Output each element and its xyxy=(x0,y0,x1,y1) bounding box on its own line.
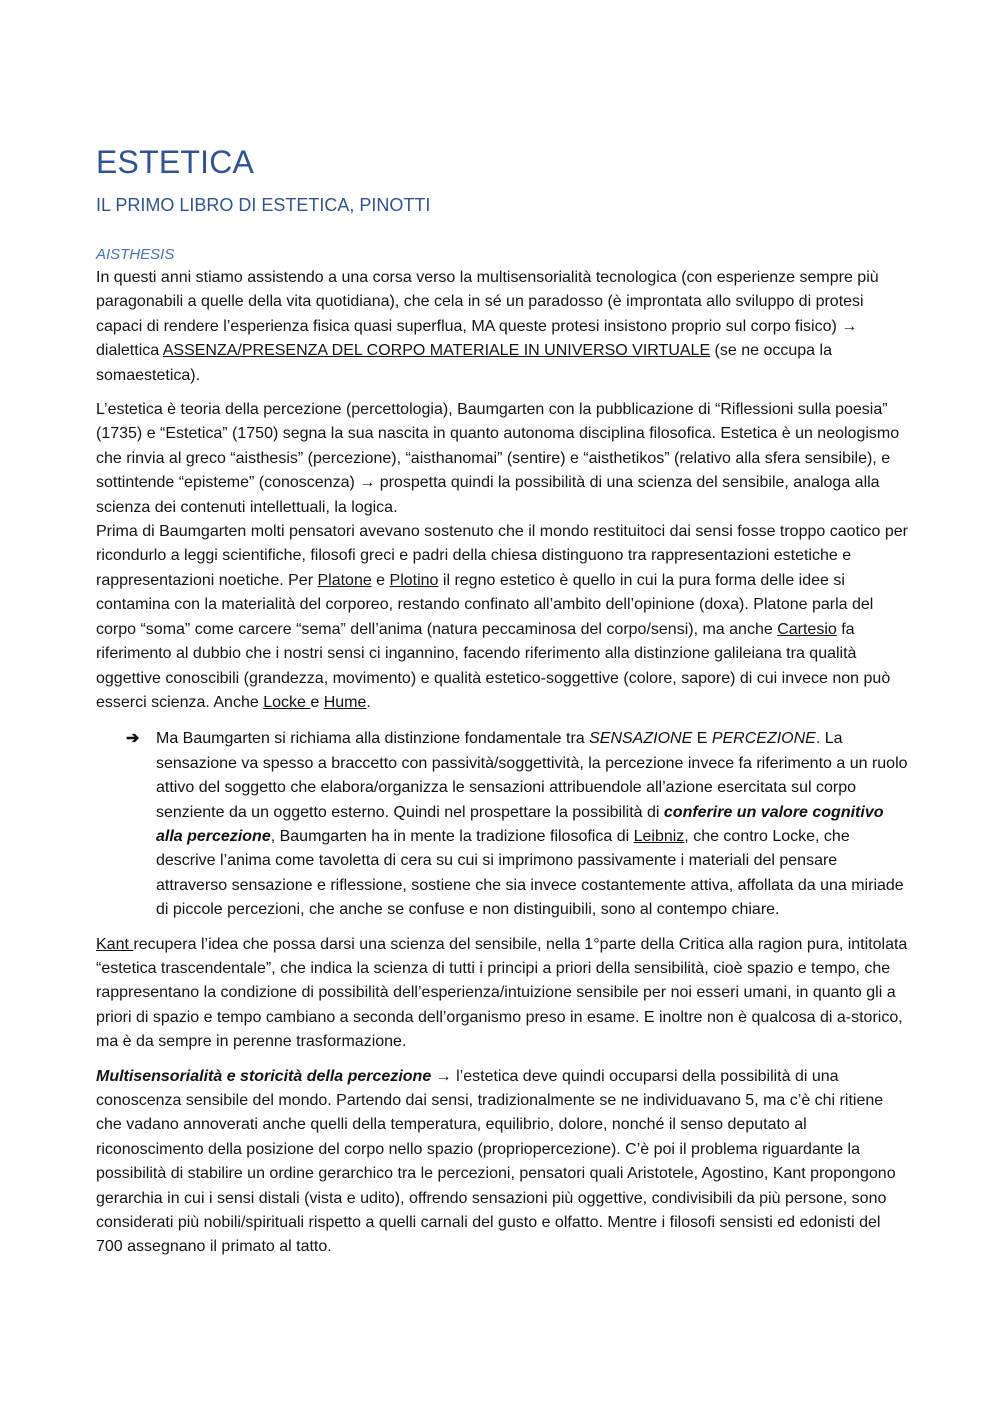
bullet-text-b: E xyxy=(692,730,712,748)
p4-text-a: recupera l’idea che possa darsi una scienza del sensibile, nella 1°parte della Critica alla ragion pura, intitolata “estetica trascendentale”, che indica la scienza di tutti i principi a priori della sensibilità, cioè spazio e tempo, che rappresentano la condizione di possibilità dell’esperienza/intuizione sensibile per noi esseri umani, in quanto gli a priori di spazio e tempo cambiano a seconda dell’organismo preso in esame. E inoltre non è qualcosa di a-storico, ma è da sempre in perenne trasformazione. xyxy=(96,935,908,1051)
bullet-arrow-icon: ➔ xyxy=(126,730,140,748)
p5-heading: Multisensorialità e storicità della percezione xyxy=(96,1067,432,1085)
p3-name-locke: Locke xyxy=(263,693,311,711)
bullet-text-d: , Baumgarten ha in mente la tradizione filosofica di xyxy=(270,827,634,845)
arrow-icon: → xyxy=(431,1067,457,1085)
bullet-emphasis: conferire un valore cognitivo alla percezione xyxy=(156,803,884,845)
document-title: ESTETICA xyxy=(96,144,255,180)
p3-text-f: . xyxy=(366,693,371,711)
p1-text-b: dialettica xyxy=(96,342,163,360)
p3-text-b: e xyxy=(371,571,390,589)
p3-text-d: fa riferimento al dubbio che i nostri sensi ci ingannino, facendo riferimento alla distinzione galileiana tra qualità oggettive conoscibili (grandezza, movimento) e qualità estetico-soggettive (colore, sapore) di cui invece non può esserci scienza. Anche xyxy=(96,620,891,711)
p3-name-platone: Platone xyxy=(317,571,372,589)
p3-name-hume: Hume xyxy=(323,693,367,711)
bullet-name-leibniz: Leibniz xyxy=(633,827,685,845)
arrow-icon: → xyxy=(841,317,858,335)
paragraph-2 xyxy=(96,398,908,520)
document-subtitle: IL PRIMO LIBRO DI ESTETICA, PINOTTI xyxy=(96,195,431,215)
p3-text-c: il regno estetico è quello in cui la pura forma delle idee si contamina con la materialità del corporeo, restando confinato all’ambito dell’opinione (doxa). Platone parla del corpo “soma” come carcere “sema” dell’anima (natura peccaminosa del corpo/sensi), ma anche xyxy=(96,571,874,638)
p2-text-b: prospetta quindi la possibilità di una scienza del sensibile, analoga alla scienza dei contenuti intellettuali, la logica. xyxy=(96,474,880,516)
p3-name-plotino: Plotino xyxy=(389,571,439,589)
p1-text-c: (se ne occupa la somaestetica). xyxy=(96,342,832,384)
p4-name-kant: Kant xyxy=(96,935,134,953)
bullet-text-c: . La sensazione va spesso a braccetto con passività/soggettività, la percezione invece fa riferimento a un ruolo attivo del soggetto che elabora/organizza le sensazioni attribuendole all’azione esercitata sul corpo senziente da un oggetto esterno. Quindi nel prospettare la possibilità di xyxy=(156,730,908,821)
arrow-icon: → xyxy=(359,474,376,492)
bullet-text-a: Ma Baumgarten si richiama alla distinzione fondamentale tra xyxy=(156,730,590,748)
paragraph-4 xyxy=(96,933,908,1055)
section-heading-aisthesis: AISTHESIS xyxy=(96,246,175,263)
p5-text-a: l’estetica deve quindi occuparsi della possibilità di una conoscenza sensibile del mondo. Partendo dai sensi, tradizionalmente se ne individuavano 5, ma c’è chi ritiene che vadano annoverati anche quelli della temperatura, equilibrio, dolore, nonché il senso deputato al riconoscimento della posizione del corpo nello spazio (propriopercezione). C’è poi il problema riguardante la possibilità di stabilire un ordine gerarchico tra le percezioni, pensatori quali Aristotele, Agostino, Kant propongono gerarchia in cui i sensi distali (vista e udito), offrendo sensazioni più oggettive, condivisibili da più persone, sono considerati più nobili/spirituali rispetto a quelli carnali del gusto e olfatto. Mentre i filosofi sensisti ed edonisti del 700 assegnano il primato al tatto. xyxy=(96,1067,896,1256)
paragraph-1 xyxy=(96,266,908,388)
bullet-term-sensazione: SENSAZIONE xyxy=(589,730,693,748)
bullet-term-percezione: PERCEZIONE xyxy=(711,730,816,748)
p1-underlined-phrase: ASSENZA/PRESENZA DEL CORPO MATERIALE IN UNIVERSO VIRTUALE xyxy=(162,342,711,360)
paragraph-3 xyxy=(96,520,908,715)
bullet-item xyxy=(96,727,908,922)
bullet-text-e: , che contro Locke, che descrive l’anima come tavoletta di cera su cui si imprimono passivamente i materiali del pensare attraverso sensazione e riflessione, sostiene che sia invece costantemente attiva, affollata da una miriade di piccole percezioni, che anche se confuse e non distinguibili, sono al contempo chiare. xyxy=(156,827,904,919)
p1-text-a: In questi anni stiamo assistendo a una corsa verso la multisensorialità tecnologica (con esperienze sempre più paragonabili a quelle della vita quotidiana), che cela in sé un paradosso (è improntata allo sviluppo di protesi capaci di rendere l’esperienza fisica quasi superflua, MA queste protesi insistono proprio sul corpo fisico) xyxy=(96,269,879,335)
p3-name-cartesio: Cartesio xyxy=(777,620,837,638)
paragraph-5 xyxy=(96,1065,908,1260)
p3-text-e: e xyxy=(310,693,324,711)
p2-text-a: L’estetica è teoria della percezione (percettologia), Baumgarten con la pubblicazione di “Riflessioni sulla poesia” (1735) e “Estetica” (1750) segna la sua nascita in quanto autonoma disciplina filosofica. Estetica è un neologismo che rinvia al greco “aisthesis” (percezione), “aisthanomai” (sentire) e “aisthetikos” (relativo alla sfera sensibile), e sottintende “episteme” (conoscenza) xyxy=(96,401,900,492)
p3-text-a: Prima di Baumgarten molti pensatori avevano sostenuto che il mondo restituitoci dai sensi fosse troppo caotico per ricondurlo a leggi scientifiche, filosofi greci e padri della chiesa distinguono tra rappresentazioni estetiche e rappresentazioni noetiche. Per xyxy=(96,523,908,589)
